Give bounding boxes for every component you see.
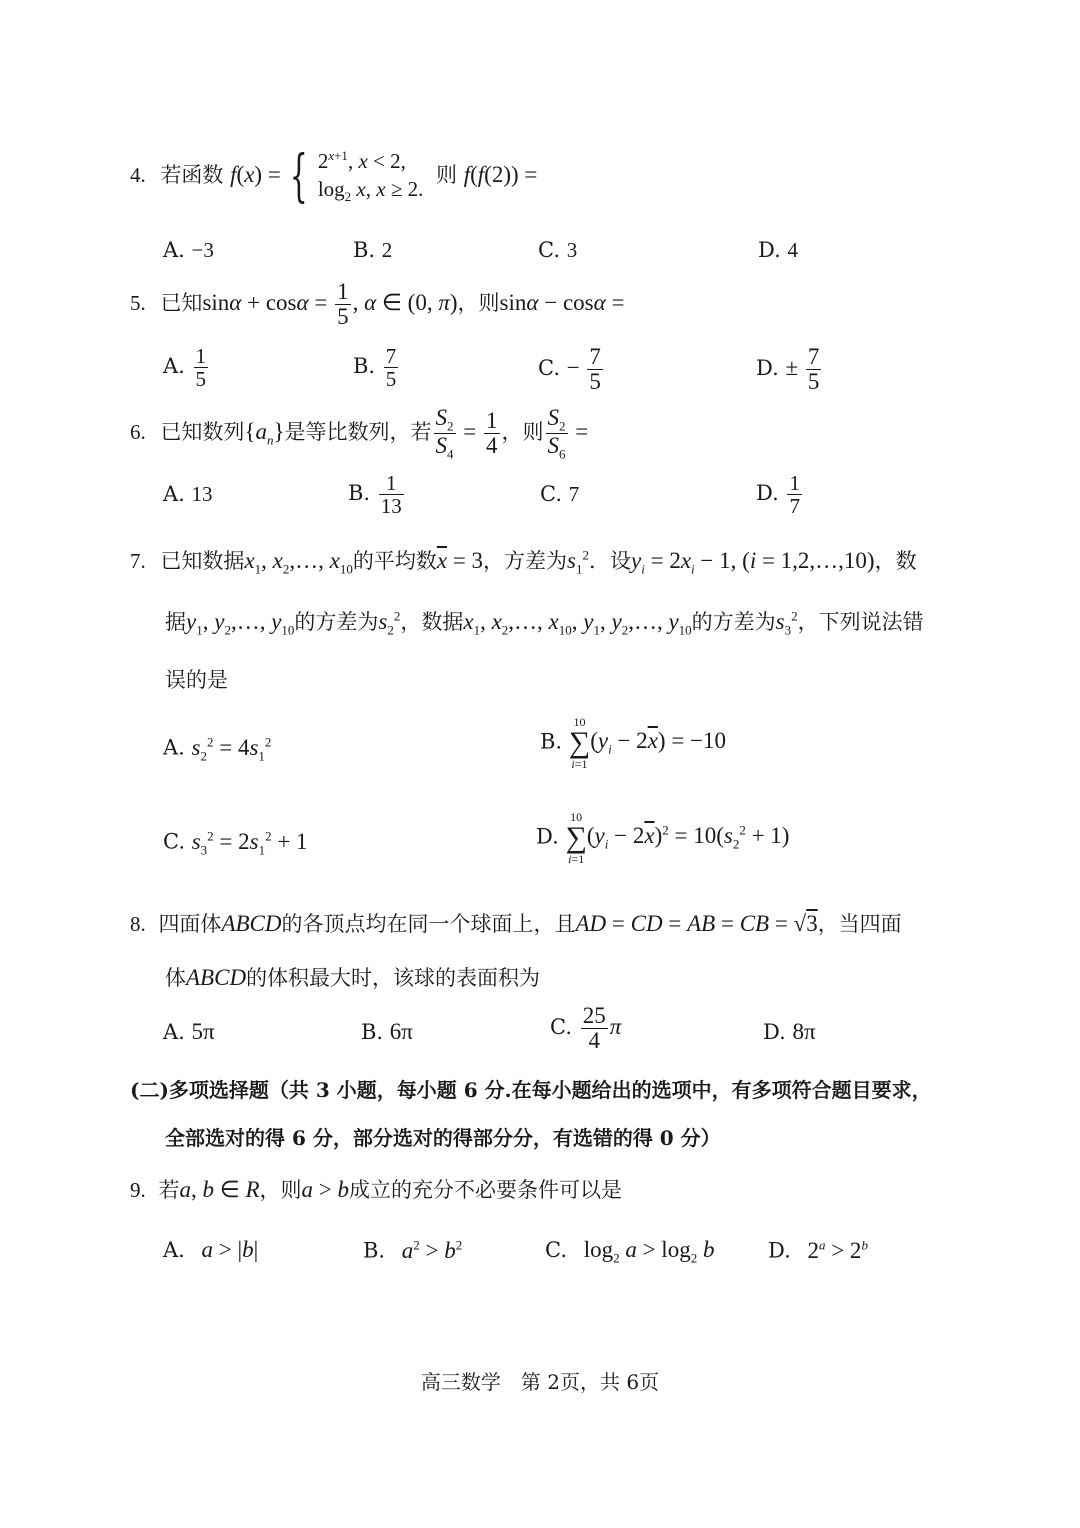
formula: $\frac{S_2}{S_6}$ = [547, 405, 589, 462]
question-number: 9. [130, 1178, 146, 1202]
option-value: −3 [191, 238, 214, 262]
option-value: $s_3^2 = 2s_1^2 + 1$ [191, 828, 308, 858]
section-heading: (二)多项选择题（共 3 小题，每小题 6 分.在每小题给出的选项中，有多项符合题目要求， [130, 1078, 932, 1102]
option-value: 4 [787, 238, 798, 262]
question-text: 的体积最大时，该球的表面积为 [246, 966, 541, 990]
formula: sinα + cosα = $\frac{1}{5}$ , α ∈ (0, π) [202, 279, 458, 330]
question-8-line2 [165, 962, 540, 992]
option-label: D. [756, 481, 779, 506]
formula: x [244, 548, 255, 573]
option-value: 8π [792, 1019, 816, 1044]
question-6 [130, 406, 588, 461]
question-7-line1 [130, 545, 917, 578]
option-label: D. [536, 824, 559, 849]
formula: $y_i = 2x_i - 1$, (i = 1,2,…,10) [631, 548, 875, 577]
question-text: ，方差为 [483, 549, 568, 573]
option-label: C. [540, 482, 562, 506]
option-value: 13 [191, 482, 213, 506]
option-label: B. [540, 729, 563, 754]
question-text: 的方差为 [294, 610, 379, 634]
option-value: 2 [381, 238, 393, 262]
section-heading-cont: 全部选对的得 6 分，部分选对的得部分分，有选错的得 0 分） [165, 1126, 721, 1150]
page-footer: 高三数学 第 2页，共 6页 [420, 1370, 660, 1394]
question-text: 已知数据 [160, 549, 245, 573]
question-number: 7. [130, 549, 146, 573]
question-text: 若 [158, 1178, 180, 1202]
question-text: ，则 [501, 420, 544, 445]
question-text: ，当四面 [817, 912, 902, 936]
formula: f(x) = [230, 162, 281, 188]
question-text: ，数据 [400, 610, 464, 634]
formula: $\overline{x} = 3$ [436, 548, 484, 573]
option-value: 5π [191, 1019, 215, 1044]
option-value: $\frac{1}{5}$ [195, 344, 207, 392]
question-text: 成立的充分不必要条件可以是 [349, 1178, 623, 1202]
option-label: B. [353, 238, 376, 262]
option-label: C. [538, 238, 560, 262]
question-text: 是等比数列，若 [284, 420, 432, 445]
question-text: ．设 [589, 549, 631, 573]
question-7-line2 [165, 606, 924, 639]
option-label: C. [538, 355, 560, 380]
option-label: B. [348, 481, 371, 506]
option-value: 10 ∑ i=1 $(y_i - 2\overline{x})^2 = 10(s_2^2 + 1)$ [565, 810, 790, 866]
formula: $_1$, $x_2,\dots$, $x_{10}$ [254, 548, 353, 577]
option-value: $\frac{1}{13}$ [380, 471, 402, 519]
option-value: $a^2 > b^2$ [401, 1237, 463, 1263]
option-label: B. [361, 1020, 384, 1044]
question-number: 5. [130, 290, 146, 315]
formula: $x_1$, $x_2,\dots$, $x_{10}$, $y_1$, $y_2,\dots$, $y_{10}$ [463, 609, 692, 638]
question-text: ，下列说法错 [797, 610, 924, 634]
option-value: 3 [566, 238, 578, 262]
question-text: 误的是 [165, 668, 228, 692]
formula: f(f(2)) = [463, 162, 538, 188]
question-text: 若函数 [160, 163, 224, 188]
formula: ABCD [186, 965, 247, 990]
question-text: ，则 [259, 1178, 302, 1202]
option-label: A. [163, 354, 185, 379]
brace: { [290, 143, 309, 209]
option-value: a > |b| [201, 1237, 259, 1262]
option-label: C. [163, 829, 185, 854]
option-value: $\frac{25}{4}$ π [582, 1003, 622, 1054]
option-label: D. [763, 1020, 786, 1044]
options-q7 [163, 716, 963, 906]
question-text: ，则 [457, 290, 500, 315]
question-text: 据 [165, 610, 186, 634]
option-value: $s_2^2 = 4s_1^2$ [191, 734, 272, 764]
formula: a > b [301, 1177, 350, 1202]
option-label: A. [163, 735, 185, 760]
question-text: 的方差为 [691, 610, 776, 634]
question-number: 6. [130, 420, 146, 445]
option-label: D. [758, 238, 781, 262]
question-8-line1 [130, 908, 902, 938]
formula: $s_2^2$ [378, 608, 401, 638]
question-text: 已知 [160, 290, 203, 315]
question-5 [130, 280, 624, 329]
option-label: D. [756, 355, 779, 380]
piecewise: $2^{x+1}$, x < 2, $\log_2 x$, x ≥ 2. [317, 148, 424, 205]
option-label: A. [163, 1238, 185, 1262]
option-value: $\log_2 a > \log_2 b$ [583, 1237, 715, 1266]
option-label: A. [163, 1020, 185, 1044]
option-label: D. [768, 1238, 791, 1263]
question-text: 体 [165, 966, 186, 990]
question-number: 4. [130, 163, 146, 188]
option-value: 7 [568, 482, 580, 506]
option-value: − $\frac{7}{5}$ [566, 344, 601, 395]
question-4 [130, 143, 538, 209]
option-label: C. [550, 1014, 572, 1039]
question-text: 的平均数 [352, 549, 437, 573]
formula: $\{a_n\}$ [244, 419, 285, 448]
formula: sinα − cosα = [499, 289, 625, 315]
formula: AD = CD = AB = CB = √3 [575, 911, 818, 936]
option-value: 6π [389, 1019, 413, 1044]
formula: ABCD [221, 911, 282, 936]
question-text: ，数 [874, 549, 917, 573]
question-text: 则 [436, 163, 458, 188]
option-value: $2^a > 2^b$ [807, 1237, 868, 1263]
option-label: B. [353, 354, 376, 379]
option-label: A. [163, 238, 185, 262]
formula: $s_3^2$ [775, 608, 798, 638]
question-number: 8. [130, 912, 146, 936]
option-label: A. [163, 482, 185, 506]
question-7-line3 [165, 664, 228, 694]
option-label: B. [363, 1238, 386, 1263]
option-value: $\frac{7}{5}$ [385, 344, 397, 392]
option-value: ± $\frac{7}{5}$ [785, 344, 820, 395]
question-text: 的各顶点均在同一个球面上，且 [281, 912, 576, 936]
option-value: $\frac{1}{7}$ [789, 471, 800, 519]
question-9 [130, 1174, 622, 1204]
formula: $y_1$, $y_2,\dots$, $y_{10}$ [186, 609, 295, 638]
question-text: 已知数列 [160, 420, 245, 445]
formula: $s_1^2$ [567, 547, 589, 577]
question-text: 四面体 [158, 912, 222, 936]
option-label: C. [545, 1238, 567, 1262]
formula: $\frac{S_2}{S_4}$ = $\frac{1}{4}$ [435, 405, 498, 462]
option-value: 10 ∑ i=1 $(y_i - 2\overline{x}) = -10$ [568, 715, 727, 771]
formula: a, b ∈ R [179, 1177, 260, 1202]
